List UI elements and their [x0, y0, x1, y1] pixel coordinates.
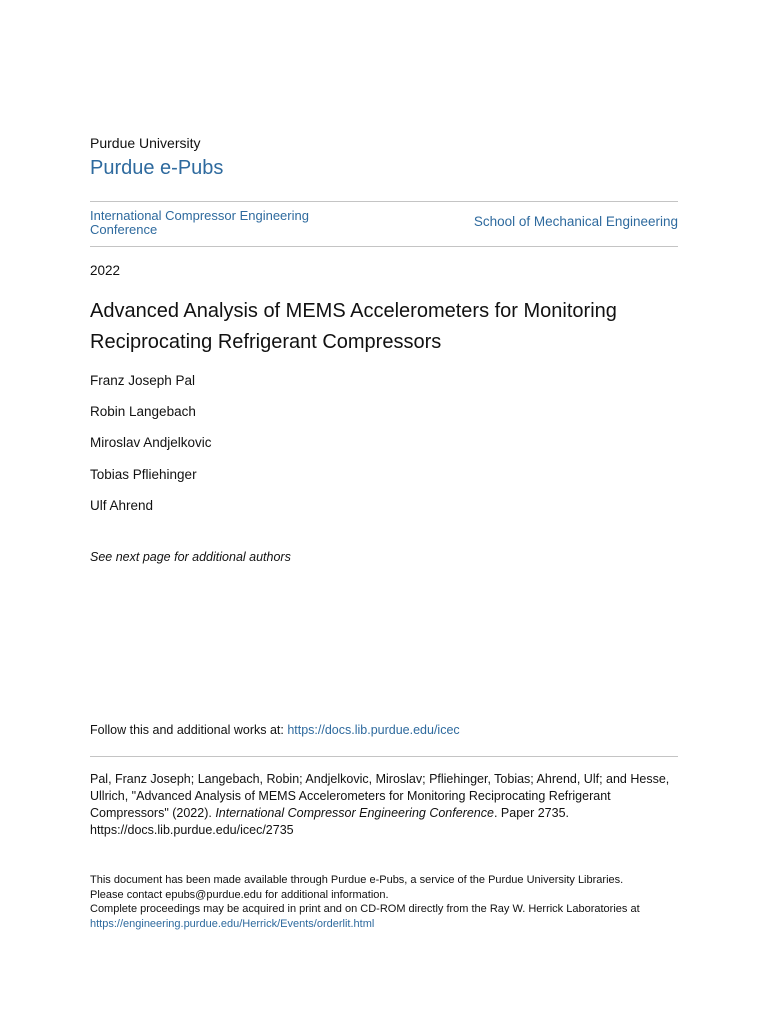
author-item: Franz Joseph Pal [90, 373, 196, 388]
series-link[interactable]: International Compressor Engineering Conference [90, 208, 309, 237]
additional-authors-note: See next page for additional authors [90, 550, 291, 564]
repository-notice [90, 873, 678, 931]
notice-line-1: This document has been made available through Purdue e-Pubs, a service of the Purdue University Libraries. [90, 874, 624, 886]
notice-line-3: Complete proceedings may be acquired in print and on CD-ROM directly from the Ray W. Herrick Laboratories at [90, 903, 640, 915]
citation-paper-number: . Paper 2735. [493, 806, 570, 820]
orderlit-link[interactable]: https://engineering.purdue.edu/Herrick/Events/orderlit.html [90, 917, 375, 930]
publication-year: 2022 [90, 263, 121, 278]
divider-citation [90, 756, 678, 757]
divider-top [90, 201, 678, 202]
university-name: Purdue University [90, 135, 201, 151]
author-item: Miroslav Andjelkovic [90, 435, 212, 451]
department-link[interactable]: School of Mechanical Engineering [473, 214, 678, 229]
notice-line-2: Please contact epubs@purdue.edu for additional information. [90, 888, 389, 901]
cover-page [90, 0, 678, 1024]
author-item: Ulf Ahrend [90, 497, 154, 513]
citation-url: https://docs.lib.purdue.edu/icec/2735 [90, 823, 294, 837]
citation-conference: International Compressor Engineering Conference [215, 806, 494, 820]
author-item: Robin Langebach [90, 404, 196, 420]
follow-line [90, 723, 460, 737]
citation-authors-title: Pal, Franz Joseph; Langebach, Robin; Andjelkovic, Miroslav; Pfliehinger, Tobias; Ahrend, Ulf; and Hesse, Ullrich, "Advanced Analysis of MEMS Accelerometers for Monitoring Reciprocating Refrigerant Compressors" (2022). [90, 772, 670, 820]
follow-label: Follow this and additional works at: [90, 723, 288, 737]
repository-link[interactable]: Purdue e-Pubs [90, 157, 224, 179]
paper-title: Advanced Analysis of MEMS Accelerometers for Monitoring Reciprocating Refrigerant Compressors [90, 300, 617, 353]
author-list [90, 372, 212, 528]
divider-series [90, 246, 678, 247]
collection-link[interactable]: https://docs.lib.purdue.edu/icec [287, 723, 460, 737]
recommended-citation [90, 771, 678, 839]
author-item: Tobias Pfliehinger [90, 466, 197, 482]
